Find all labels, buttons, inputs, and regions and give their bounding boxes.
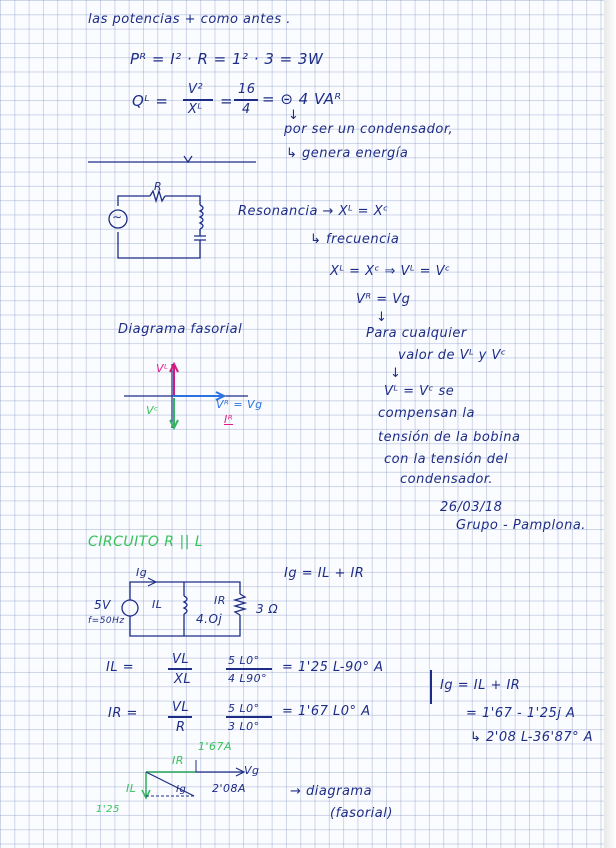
eq-reactive-rhs: = ⊝ 4 VAᴿ: [262, 90, 342, 108]
eq-ir-mid-num: 5 L0°: [228, 702, 260, 715]
eq-il-den: XL: [174, 672, 192, 687]
eq-ig-result-3: ↳ 2'08 L-36'87° A: [470, 730, 594, 745]
circuit-r-label: R: [154, 180, 163, 193]
eq-ir-mid-den: 3 L0°: [228, 720, 260, 733]
text-compensan-3: tensión de la bobina: [378, 430, 521, 445]
circuit2-ig-label: Ig: [136, 566, 148, 579]
eq-il-rhs: = 1'25 L-90° A: [282, 660, 384, 675]
eq-ir-rhs: = 1'67 L0° A: [282, 704, 371, 719]
text-diagrama: Diagrama fasorial: [118, 322, 243, 337]
eq-ig-result-1: Ig = IL + IR: [440, 678, 521, 693]
text-genera-energia: ↳ genera energía: [286, 146, 409, 161]
eq-ir-lhs: IR =: [108, 706, 138, 721]
text-compensan-2: compensan la: [378, 406, 475, 421]
phasor2-167-label: 1'67A: [198, 740, 233, 753]
circuit2-r-value: 3 Ω: [256, 602, 279, 616]
eq-active-power: Pᴿ = I² · R = 1² · 3 = 3W: [130, 50, 324, 68]
phasor2-il-label: IL: [126, 782, 137, 795]
eq-ig-sum: Ig = IL + IR: [284, 566, 365, 581]
phasor-vr-label: Vᴿ = Vg: [216, 398, 263, 411]
eq-reactive-den: Xᴸ: [188, 102, 203, 117]
text-valor: valor de Vᴸ y Vᶜ: [398, 348, 507, 363]
eq-il-mid-num: 5 L0°: [228, 654, 260, 667]
phasor2-ig-label: Ig: [176, 784, 187, 795]
text-grupo: Grupo - Pamplona.: [456, 518, 586, 533]
phasor2-125-label: 1'25: [96, 804, 120, 815]
eq-il-lhs: IL =: [106, 660, 135, 675]
phasor-vc-label: Vᶜ: [146, 404, 159, 417]
circuit2-freq-label: f=50Hz: [88, 616, 125, 626]
circuit2-xl-value: 4.Oj: [196, 612, 223, 626]
eq-ir-num: VL: [172, 700, 190, 715]
eq-il-mid-den: 4 L90°: [228, 672, 268, 685]
text-potencias: las potencias + como antes .: [88, 12, 291, 27]
text-compensan-5: condensador.: [400, 472, 494, 487]
eq-reactive-lhs: Qᴸ =: [132, 92, 169, 110]
eq-ig-result-2: = 1'67 - 1'25j A: [466, 706, 576, 721]
heading-circuito: CIRCUITO R || L: [88, 534, 204, 550]
eq-il-num: VL: [172, 652, 190, 667]
eq-reactive-eq: =: [220, 92, 234, 110]
phasor2-ir-label: IR: [172, 754, 184, 767]
eq-reactive-den2: 4: [242, 102, 251, 117]
eq-xl-xc: Xᴸ = Xᶜ ⇒ Vᴸ = Vᶜ: [330, 264, 451, 279]
text-frecuencia: ↳ frecuencia: [310, 232, 400, 247]
eq-reactive-num: V²: [188, 82, 204, 97]
text-fasorial-2: (fasorial): [330, 806, 393, 821]
text-condensador: por ser un condensador,: [284, 122, 454, 137]
circuit2-ir-label: IR: [214, 594, 226, 607]
arrow-down-icon: ↓: [376, 310, 388, 325]
eq-ir-den: R: [176, 720, 186, 735]
arrow-down-icon: ↓: [390, 366, 402, 381]
arrow-down-icon: ↓: [288, 108, 300, 123]
eq-vr-vg: Vᴿ = Vg: [356, 292, 411, 307]
eq-reactive-num2: 16: [238, 82, 256, 97]
text-cualquier: Para cualquier: [366, 326, 467, 341]
phasor2-vg-label: Vg: [244, 764, 260, 777]
phasor-ir-label: Iᴿ: [224, 413, 234, 426]
text-resonancia: Resonancia → Xᴸ = Xᶜ: [238, 204, 389, 219]
phasor2-208-label: 2'08A: [212, 782, 247, 795]
text-diagrama-2: → diagrama: [290, 784, 373, 799]
circuit2-5v-label: 5V: [94, 598, 111, 612]
ac-source-icon: ∼: [112, 210, 123, 224]
text-date: 26/03/18: [440, 500, 503, 515]
circuit2-il-label: IL: [152, 598, 163, 611]
text-compensan-4: con la tensión del: [384, 452, 509, 467]
text-compensan-1: Vᴸ = Vᶜ se: [384, 384, 455, 399]
phasor-vl-label: Vᴸ: [156, 362, 169, 375]
